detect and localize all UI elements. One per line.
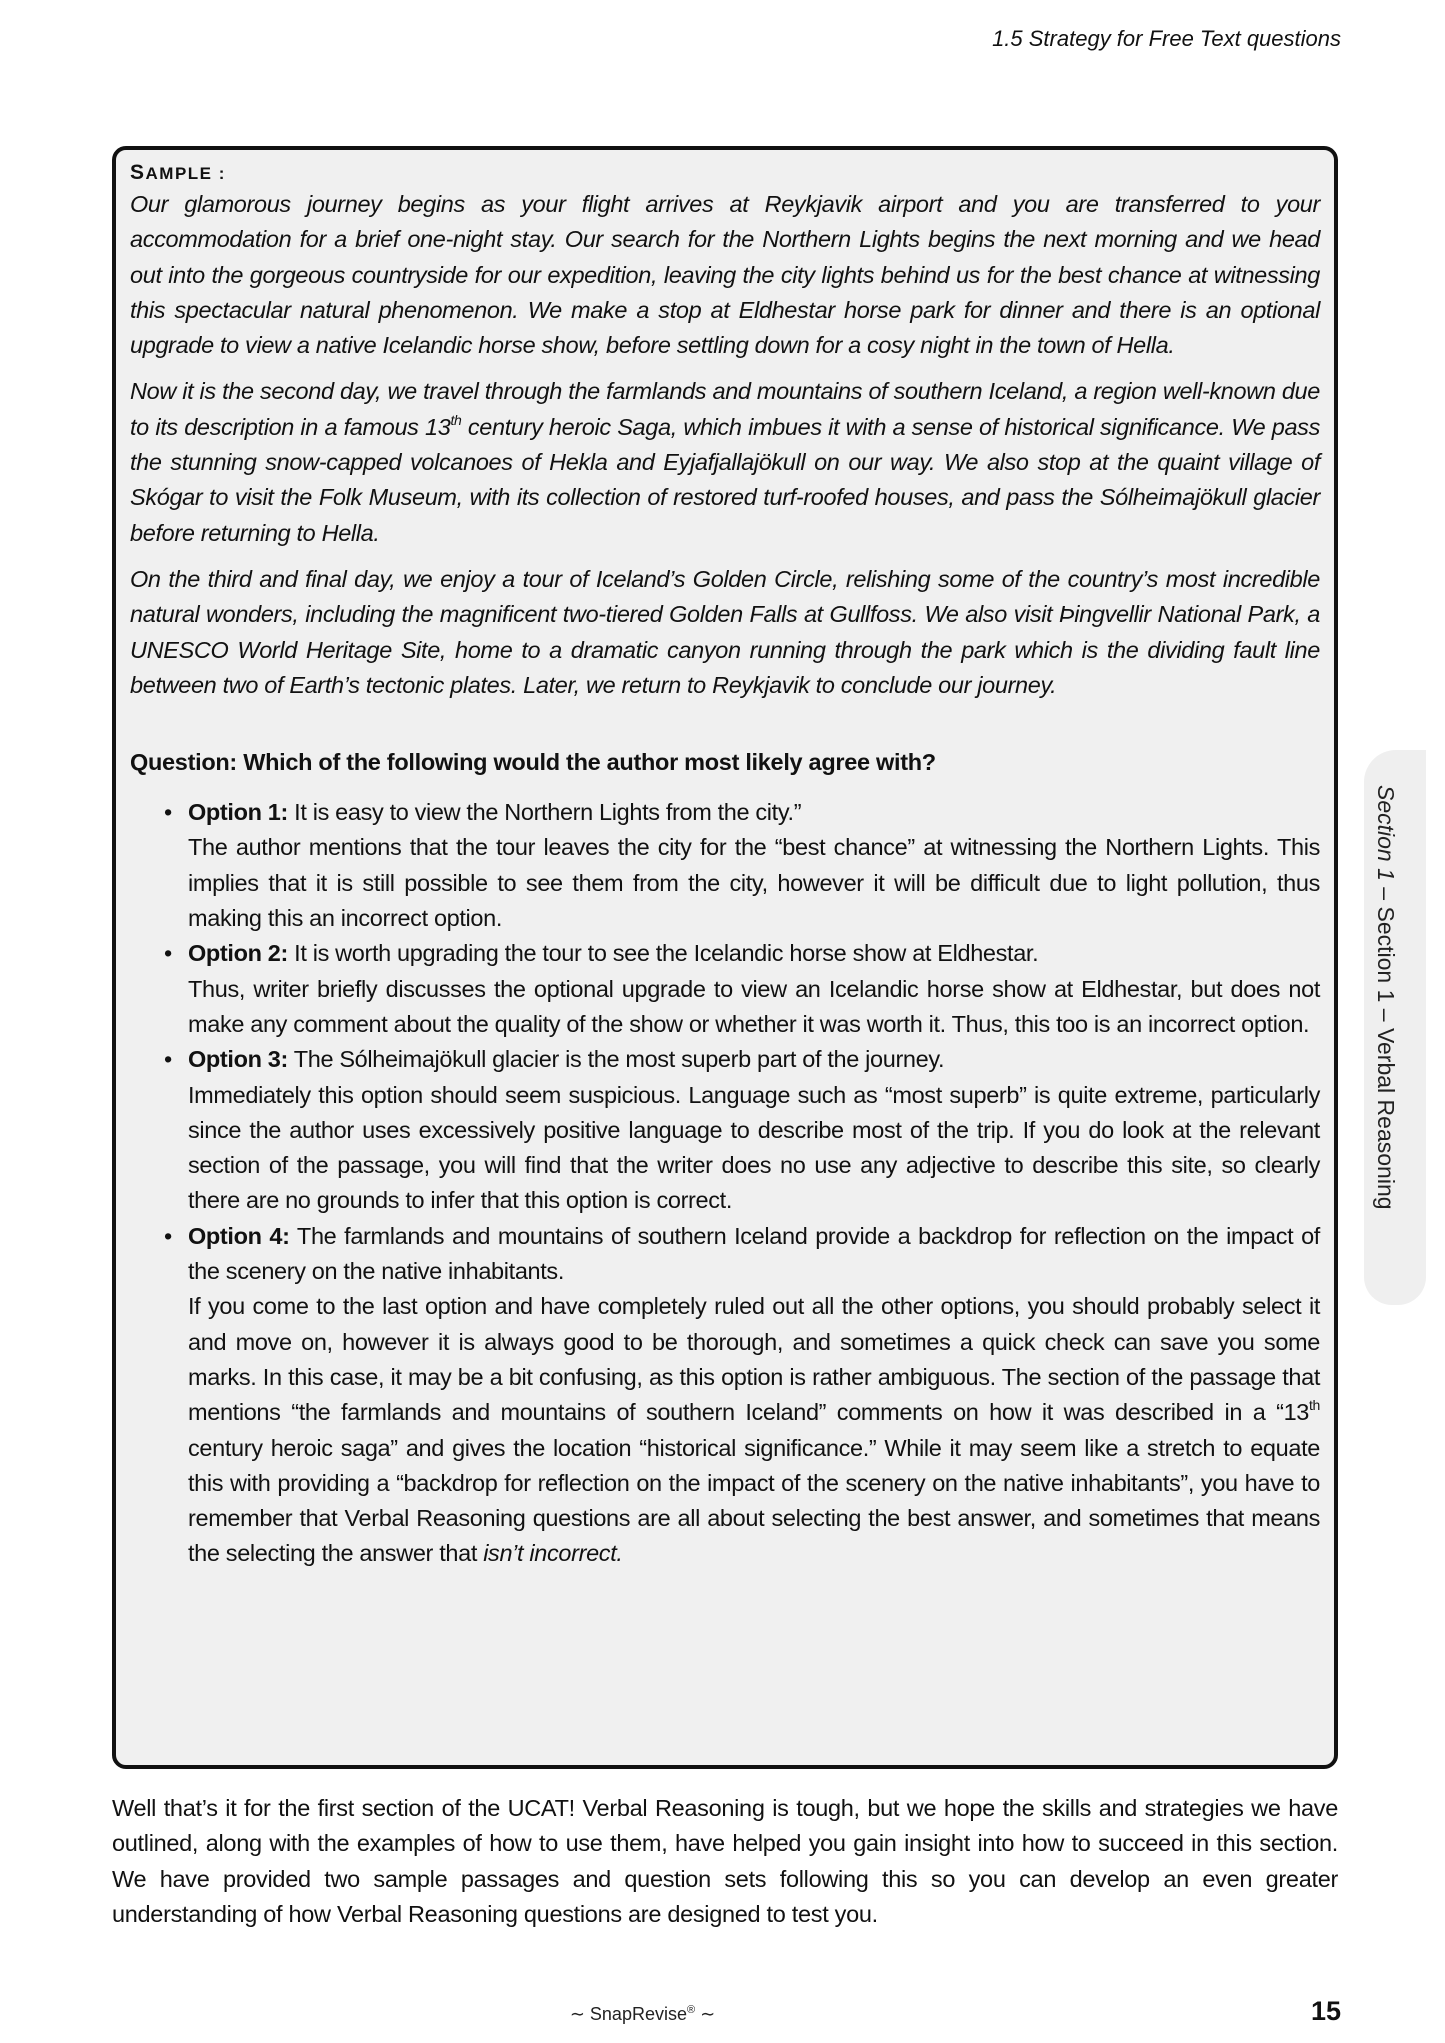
footer-brand-suffix: ∼ — [695, 2004, 716, 2024]
sample-label-initial: S — [130, 161, 146, 184]
option-label: Option 1: — [188, 799, 288, 826]
footer-brand-name: ∼ SnapRevise — [569, 2004, 687, 2024]
side-tab-italic-text: Section 1 — [1373, 785, 1399, 881]
option-statement: The Sólheimajökull glacier is the most superb part of the journey. — [287, 1046, 945, 1073]
option-item-3 — [164, 1042, 1320, 1218]
option-explanation-emphasis: isn’t incorrect. — [483, 1540, 623, 1567]
bullet-icon: • — [164, 799, 172, 826]
passage-paragraph-1: Our glamorous journey begins as your flight arrives at Reykjavik airport and you are transferred to your accommodation for a brief one-night stay. Our search for the Northern Lights begins the next morning and we head out into the gorgeous countryside for our expedition, leaving the city lights behind us for the best chance at witnessing this spectacular natural phenomenon. We make a stop at Eldhestar horse park for dinner and there is an optional upgrade to view a native Icelandic horse show, before settling down for a cosy night in the town of Hella. — [130, 191, 1320, 359]
option-statement: The farmlands and mountains of southern Iceland provide a backdrop for reflection on the impact of the scenery on the native inhabitants. — [188, 1222, 1320, 1285]
option-item-1 — [164, 795, 1320, 936]
running-header-title: 1.5 Strategy for Free Text questions — [992, 26, 1341, 51]
ordinal-suffix: th — [1309, 1397, 1320, 1414]
passage-paragraph-2-text-a: Now it is the second day, we travel through the farmlands and mountains of southern Iceland, a region well-known due to its description in a famous 13 — [130, 378, 1320, 440]
option-explanation: Thus, writer briefly discusses the optional upgrade to view an Icelandic horse show at Eldhestar, but does not make any comment about the quality of the show or whether it was worth it. Thus, this too is an incorrect option. — [188, 975, 1320, 1037]
closing-paragraph: Well that’s it for the first section of the UCAT! Verbal Reasoning is tough, but we hope the skills and strategies we have outlined, along with the examples of how to use them, have helped you gain insight into how to succeed in this section. We have provided two sample passages and question sets following this so you can develop an even greater understanding of how Verbal Reasoning questions are designed to test you. — [112, 1795, 1338, 1927]
sample-box — [112, 146, 1338, 1769]
question-prompt: Question: Which of the following would the author most likely agree with? — [130, 749, 936, 776]
option-statement: It is easy to view the Northern Lights from the city.” — [287, 799, 802, 826]
options-list — [130, 795, 1320, 1572]
section-side-tab-label — [1372, 785, 1399, 1210]
option-item-2 — [164, 936, 1320, 1042]
option-label: Option 4: — [188, 1222, 290, 1249]
bullet-icon: • — [164, 1222, 172, 1249]
option-label: Option 3: — [188, 1046, 288, 1073]
option-explanation-text-a: If you come to the last option and have completely ruled out all the other options, you should probably select it and move on, however it is always good to be thorough, and sometimes a quick check can save you some marks. In this case, it may be a bit confusing, as this option is rather ambiguous. The section of the passage that mentions “the farmlands and mountains of southern Iceland” comments on how it was described in a “13 — [188, 1293, 1320, 1426]
ordinal-suffix: th — [450, 411, 462, 428]
option-explanation — [188, 1289, 1320, 1571]
option-statement: It is worth upgrading the tour to see the Icelandic horse show at Eldhestar. — [287, 940, 1039, 967]
bullet-icon: • — [164, 1046, 172, 1073]
option-label: Option 2: — [188, 940, 288, 967]
side-tab-text: – Section 1 – Verbal Reasoning — [1373, 880, 1399, 1210]
option-explanation: Immediately this option should seem suspicious. Language such as “most superb” is quite extreme, particularly since the author uses excessively positive language to describe most of the trip. If you do look at the relevant section of the passage, you will find that the writer does no use any adjective to describe this site, so clearly there are no grounds to infer that this option is correct. — [188, 1081, 1320, 1214]
sample-label-rest: AMPLE : — [145, 164, 226, 183]
sample-label — [130, 162, 1320, 185]
passage-paragraph-2-text-b: century heroic Saga, which imbues it with a sense of historical significance. We pass the stunning snow-capped volcanoes of Hekla and Eyjafjallajökull on our way. We also stop at the quaint village of Skógar to visit the Folk Museum, with its collection of restored turf-roofed houses, and pass the Sólheimajökull glacier before returning to Hella. — [130, 413, 1320, 546]
registered-mark-icon: ® — [686, 2004, 696, 2016]
bullet-icon: • — [164, 940, 172, 967]
passage-paragraph-3: On the third and final day, we enjoy a tour of Iceland’s Golden Circle, relishing some of the country’s most incredible natural wonders, including the magnificent two-tiered Golden Falls at Gullfoss. We also visit Þingvellir National Park, a UNESCO World Heritage Site, home to a dramatic canyon running through the park which is the dividing fault line between two of Earth’s tectonic plates. Later, we return to Reykjavik to conclude our journey. — [130, 565, 1320, 698]
footer-brand — [0, 2004, 1445, 2025]
sample-passage — [130, 187, 1320, 703]
option-explanation-text-b: century heroic saga” and gives the location “historical significance.” While it may seem like a stretch to equate this with providing a “backdrop for reflection on the impact of the scenery on the native inhabitants”, you have to remember that Verbal Reasoning questions are all about selecting the best answer, and sometimes that means the selecting the answer that — [188, 1434, 1320, 1567]
page-number: 15 — [1310, 1996, 1341, 2026]
passage-paragraph-2 — [130, 374, 1320, 550]
option-item-4 — [164, 1219, 1320, 1572]
option-explanation: The author mentions that the tour leaves the city for the “best chance” at witnessing the Northern Lights. This implies that it is still possible to see them from the city, however it will be difficult due to light pollution, thus making this an incorrect option. — [188, 834, 1320, 932]
